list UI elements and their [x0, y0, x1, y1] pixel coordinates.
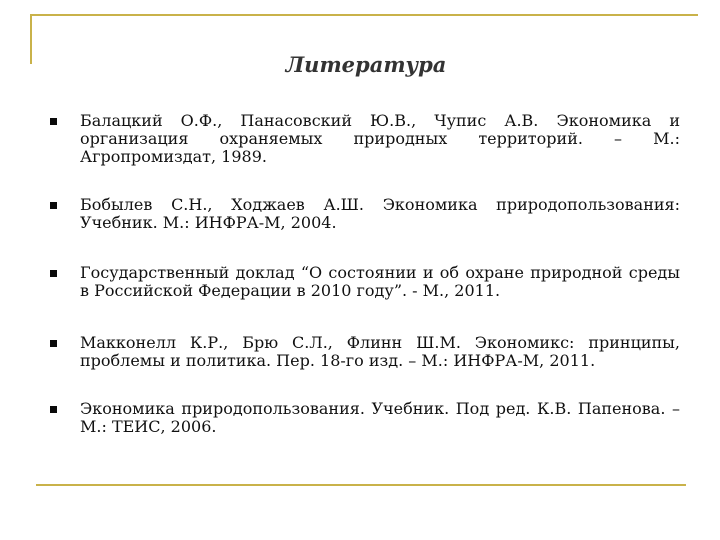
reference-text: Экономика природопользования. Учебник. Под ред. К.В. Папенова. – М.: ТЕИС, 2006.	[80, 399, 680, 436]
frame-top-line	[30, 14, 698, 16]
square-bullet-icon	[50, 270, 57, 277]
page-title: Литература	[285, 52, 447, 77]
frame-bottom-line	[36, 484, 686, 486]
list-item	[50, 112, 680, 166]
list-item	[50, 334, 680, 370]
square-bullet-icon	[50, 118, 57, 125]
reference-text: Государственный доклад “О состоянии и об охране природной среды в Российской Федерации в 2010 году”. - М., 2011.	[80, 263, 680, 300]
square-bullet-icon	[50, 202, 57, 209]
reference-text: Бобылев С.Н., Ходжаев А.Ш. Экономика природопользования: Учебник. М.: ИНФРА-М, 2004.	[80, 195, 680, 232]
list-item	[50, 196, 680, 232]
square-bullet-icon	[50, 406, 57, 413]
list-item	[50, 264, 680, 300]
square-bullet-icon	[50, 340, 57, 347]
list-item	[50, 400, 680, 436]
reference-text: Макконелл К.Р., Брю С.Л., Флинн Ш.М. Экономикс: принципы, проблемы и политика. Пер. 18-го изд. – М.: ИНФРА-М, 2011.	[80, 333, 680, 370]
reference-text: Балацкий О.Ф., Панасовский Ю.В., Чупис А.В. Экономика и организация охраняемых природных территорий. – М.: Агропромиздат, 1989.	[80, 111, 680, 166]
